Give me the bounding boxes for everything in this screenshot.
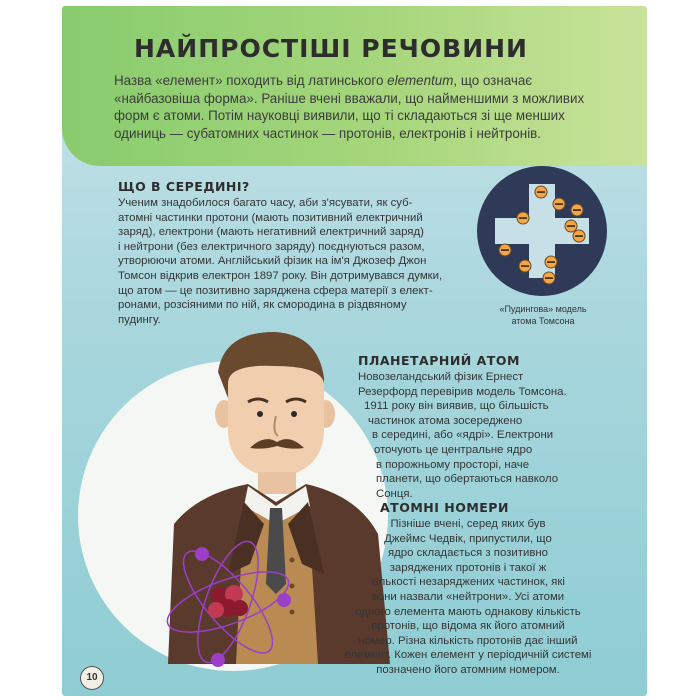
section-text-planetary (358, 370, 598, 501)
section-text-atomic-numbers (318, 517, 618, 678)
section-heading-inside: ЩО В СЕРЕДИНІ? (118, 179, 250, 194)
section-text-inside (118, 196, 478, 327)
text-line: Пізніше вчені, серед яких був (390, 518, 546, 530)
intro-paragraph (114, 72, 592, 142)
section-heading-planetary: ПЛАНЕТАРНИЙ АТОМ (358, 353, 520, 368)
text-line: позначено його атомним номером. (376, 663, 560, 676)
page-title: НАЙПРОСТІШІ РЕЧОВИНИ (134, 34, 528, 63)
thomson-caption (482, 303, 604, 327)
book-page (62, 6, 647, 696)
text-line: атомні частинки протони (мають позитивний електричний (118, 211, 423, 224)
text-line: Джеймс Чедвік, припустили, що (384, 532, 552, 545)
plum-pudding-icon (477, 166, 607, 296)
text-line: Резерфорд перевірив модель Томсона. (358, 385, 567, 398)
eye-icon (257, 411, 263, 417)
text-line: заряджених протонів і такої ж (389, 561, 547, 574)
text-line: номер. Різна кількість протонів дає інший (358, 634, 578, 647)
text-line: Ученим знадобилося багато часу, аби з'ясувати, як суб- (118, 197, 413, 209)
text-line: планети, що обертаються навколо (376, 473, 559, 486)
section-heading-atomic-numbers: АТОМНІ НОМЕРИ (380, 500, 509, 515)
text-line: протонів, що відома як його атомний (371, 620, 565, 633)
intro-text-2: , що означає «найбазовіша форма». Раніше вчені вважали, що найменшими з можливих форм є атоми. Потім науковці виявили, що ті складаються зі ще менших одиниць — субатомних частинок — протонів, електронів і нейтронів. (114, 73, 585, 141)
intro-text-1: Назва «елемент» походить від латинського (114, 73, 388, 88)
text-line: оточують це центральне ядро (374, 443, 533, 456)
text-line: заряд), електрони (мають негативний електричний заряд) (118, 226, 424, 239)
text-line: 1911 року він виявив, що більшість (364, 400, 549, 413)
face-shape (228, 366, 324, 478)
text-line: кількості незаряджених частинок, які (371, 576, 565, 589)
text-line: Томсон відкрив електрон 1897 року. Він дотримувався думки, (118, 269, 443, 282)
text-line: частинок атома зосереджено (368, 414, 523, 427)
page-number: 10 (80, 666, 104, 690)
text-line: вони назвали «нейтрони». Усі атоми (371, 590, 565, 603)
intro-latin-word: elementum (387, 73, 454, 88)
text-line: одного елемента мають однакову кількість (355, 605, 581, 618)
text-line: Новозеландський фізик Ернест (358, 371, 524, 383)
text-line: в середині, або «ядрі». Електрони (372, 429, 554, 442)
text-line: ронами, розсіяними по ній, як смородина в різдвяному (118, 299, 407, 312)
text-line: ядро складається з позитивно (387, 547, 548, 560)
text-line: в порожньому просторі, наче (376, 458, 530, 471)
text-line: і нейтрони (без електричного заряду) поєднуються разом, (118, 240, 425, 253)
eye-icon (291, 411, 297, 417)
text-line: пудингу. (118, 313, 161, 326)
thomson-model-illustration (477, 166, 607, 296)
caption-line: «Пудингова» модель (499, 304, 587, 314)
text-line: елемент. Кожен елемент у періодичній системі (344, 649, 592, 662)
caption-line: атома Томсона (511, 316, 575, 326)
text-line: Сонця. (376, 487, 413, 500)
text-line: утворюючи атоми. Англійський фізик на ім'я Джозеф Джон (118, 255, 427, 268)
text-line: що атом — це позитивно заряджена сфера матерії з елект- (118, 284, 433, 297)
